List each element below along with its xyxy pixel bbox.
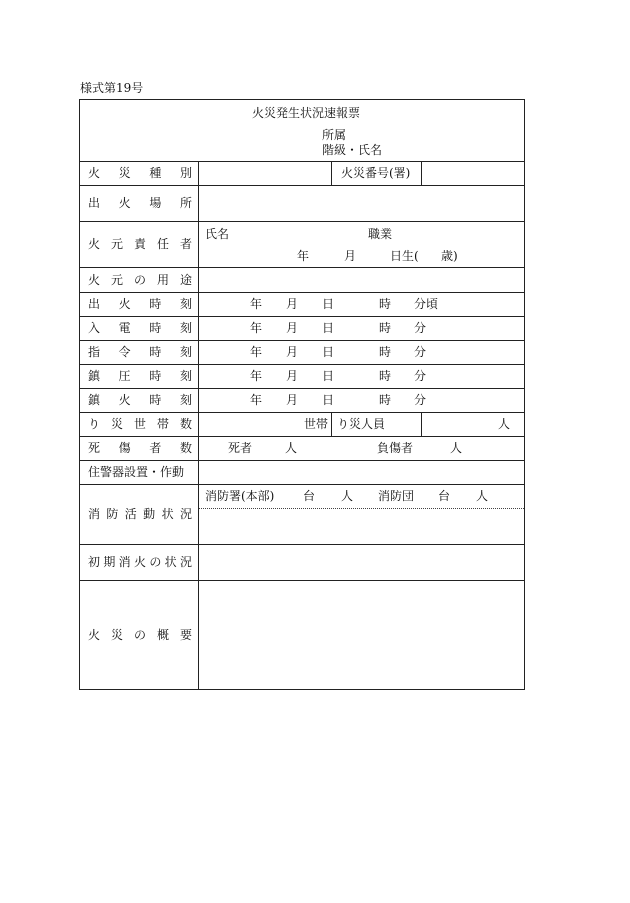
household-unit: 世帯 <box>304 417 329 431</box>
affected-households-label: り 災 世 帯 数 <box>88 417 192 431</box>
row-divider <box>80 436 524 437</box>
control-minute: 分 <box>414 369 427 383</box>
control-day: 日 <box>322 369 335 383</box>
rank-name-label: 階級・氏名 <box>322 143 383 157</box>
report-month: 月 <box>286 321 299 335</box>
control-month: 月 <box>286 369 299 383</box>
row-divider <box>80 388 524 389</box>
affected-persons-label: り災人員 <box>337 417 386 431</box>
row-divider <box>80 292 524 293</box>
fire-corps-vehicle-unit: 台 <box>438 489 451 503</box>
dead-label: 死者 <box>228 441 253 455</box>
dead-unit: 人 <box>285 441 298 455</box>
age-label: 歳) <box>441 249 458 263</box>
fire-location-label: 出 火 場 所 <box>88 196 192 210</box>
form-number: 様式第19号 <box>80 81 144 95</box>
firefighting-status-label: 消 防 活 動 状 況 <box>88 507 192 521</box>
extinguish-month: 月 <box>286 393 299 407</box>
row-divider <box>80 580 524 581</box>
row-divider-dotted <box>198 508 524 509</box>
fire-station-vehicle-unit: 台 <box>303 489 316 503</box>
row-divider <box>80 185 524 186</box>
command-minute: 分 <box>414 345 427 359</box>
extinguish-time-label: 鎮 火 時 刻 <box>88 393 192 407</box>
birth-year-label: 年 <box>297 249 310 263</box>
extinguish-year: 年 <box>250 393 263 407</box>
affected-persons-unit: 人 <box>498 417 511 431</box>
column-divider <box>421 412 422 436</box>
fire-origin-usage-label: 火 元 の 用 途 <box>88 273 192 287</box>
initial-extinguishing-label: 初 期 消 火 の 状 況 <box>88 555 192 569</box>
outbreak-time-label: 出 火 時 刻 <box>88 297 192 311</box>
birth-month-label: 月 <box>344 249 357 263</box>
fire-corps-label: 消防団 <box>378 489 415 503</box>
fire-number-label: 火災番号(署) <box>341 166 411 180</box>
extinguish-day: 日 <box>322 393 335 407</box>
report-day: 日 <box>322 321 335 335</box>
report-hour: 時 <box>379 321 392 335</box>
command-time-label: 指 令 時 刻 <box>88 345 192 359</box>
row-divider <box>80 221 524 222</box>
row-divider <box>80 460 524 461</box>
fire-report-form <box>79 99 525 690</box>
row-divider <box>80 412 524 413</box>
column-divider <box>331 412 332 436</box>
fire-summary-label: 火 災 の 概 要 <box>88 628 192 642</box>
row-divider <box>80 544 524 545</box>
row-divider <box>80 340 524 341</box>
outbreak-minute: 分頃 <box>414 297 439 311</box>
injured-label: 負傷者 <box>377 441 414 455</box>
report-year: 年 <box>250 321 263 335</box>
row-divider <box>80 267 524 268</box>
column-divider <box>421 161 422 185</box>
name-label: 氏名 <box>205 227 230 241</box>
outbreak-hour: 時 <box>379 297 392 311</box>
command-year: 年 <box>250 345 263 359</box>
smoke-alarm-label: 住警器設置・作動 <box>88 465 185 479</box>
control-time-label: 鎮 圧 時 刻 <box>88 369 192 383</box>
control-hour: 時 <box>379 369 392 383</box>
row-divider <box>80 484 524 485</box>
form-title: 火災発生状況速報票 <box>252 106 361 120</box>
extinguish-hour: 時 <box>379 393 392 407</box>
row-divider <box>80 316 524 317</box>
casualties-label: 死 傷 者 数 <box>88 441 192 455</box>
command-month: 月 <box>286 345 299 359</box>
fire-corps-person-unit: 人 <box>476 489 489 503</box>
row-divider <box>80 161 524 162</box>
column-divider <box>198 161 199 689</box>
column-divider <box>331 161 332 185</box>
command-day: 日 <box>322 345 335 359</box>
injured-unit: 人 <box>450 441 463 455</box>
extinguish-minute: 分 <box>414 393 427 407</box>
fire-type-label: 火 災 種 別 <box>88 166 192 180</box>
outbreak-day: 日 <box>322 297 335 311</box>
row-divider <box>80 364 524 365</box>
affiliation-label: 所属 <box>322 128 347 142</box>
report-time-label: 入 電 時 刻 <box>88 321 192 335</box>
responsible-person-label: 火 元 責 任 者 <box>88 237 192 251</box>
fire-station-person-unit: 人 <box>341 489 354 503</box>
occupation-label: 職業 <box>368 227 393 241</box>
report-minute: 分 <box>414 321 427 335</box>
fire-station-label: 消防署(本部) <box>205 489 275 503</box>
control-year: 年 <box>250 369 263 383</box>
outbreak-month: 月 <box>286 297 299 311</box>
command-hour: 時 <box>379 345 392 359</box>
outbreak-year: 年 <box>250 297 263 311</box>
birth-day-label: 日生( <box>390 249 419 263</box>
